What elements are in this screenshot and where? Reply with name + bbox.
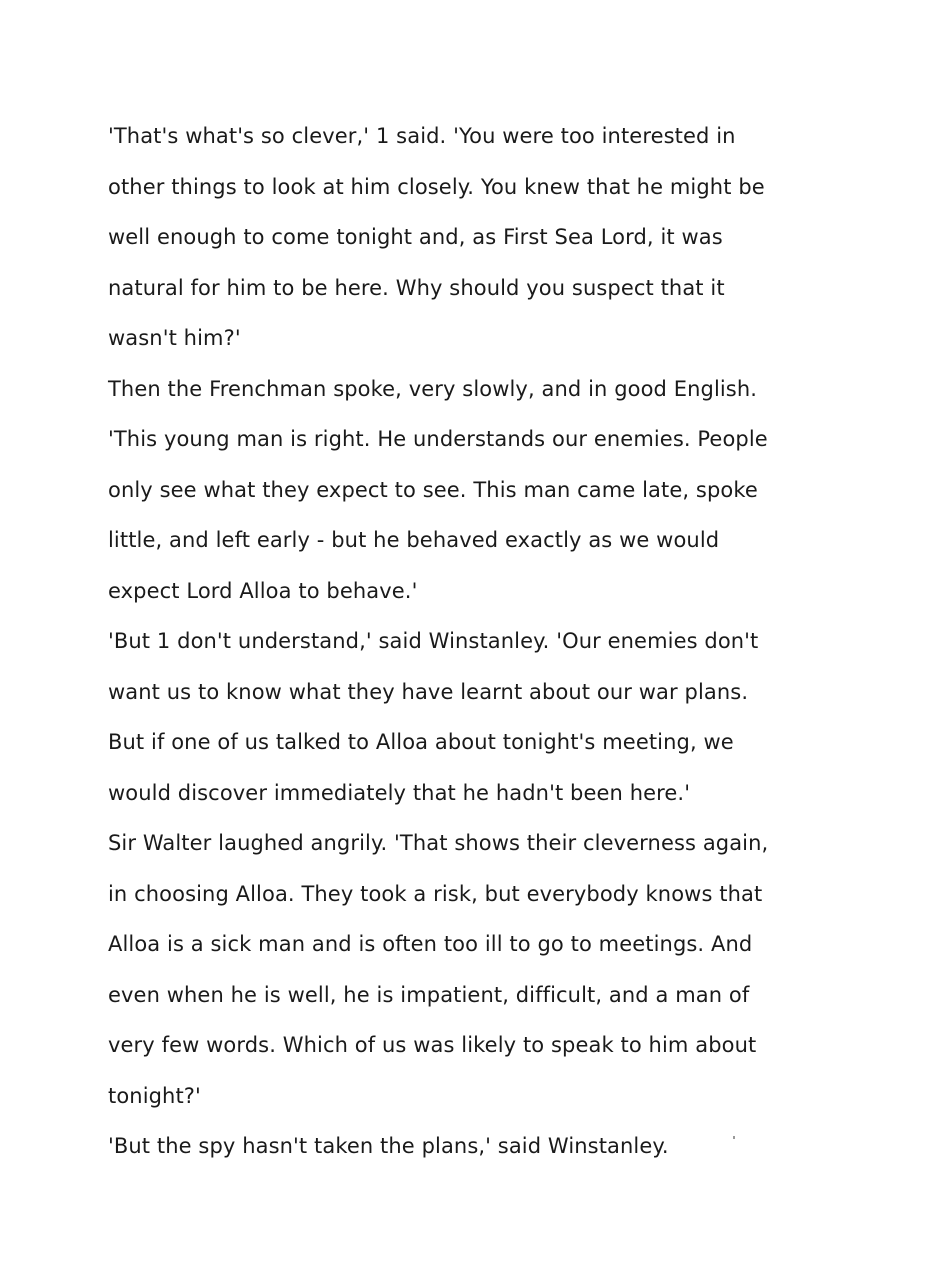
- text-line: Alloa is a sick man and is often too ill to go to meetings. And: [108, 932, 753, 956]
- text-line: But if one of us talked to Alloa about tonight's meeting, we: [108, 730, 734, 754]
- text-line: only see what they expect to see. This man came late, spoke: [108, 477, 758, 502]
- text-line: in choosing Alloa. They took a risk, but everybody knows that: [108, 881, 763, 906]
- text-line: 'This young man is right. He understands our enemies. People: [108, 427, 768, 451]
- text-line: wasn't him?': [108, 326, 241, 350]
- text-line: expect Lord Alloa to behave.': [108, 578, 418, 603]
- scan-speck: [733, 1136, 735, 1139]
- text-line: very few words. Which of us was likely to speak to him about: [108, 1033, 757, 1057]
- text-line: little, and left early - but he behaved exactly as we would: [108, 528, 720, 552]
- text-line: even when he is well, he is impatient, difficult, and a man of: [108, 982, 750, 1007]
- text-line: tonight?': [108, 1083, 201, 1108]
- text-line: natural for him to be here. Why should you suspect that it: [108, 275, 725, 300]
- text-line: 'That's what's so clever,' 1 said. 'You were too interested in: [108, 124, 736, 148]
- text-line: well enough to come tonight and, as First Sea Lord, it was: [108, 225, 723, 249]
- text-body: [108, 111, 908, 1172]
- text-line: Sir Walter laughed angrily. 'That shows their cleverness again,: [108, 831, 769, 855]
- text-line: would discover immediately that he hadn't been here.': [108, 780, 691, 805]
- text-line: 'But 1 don't understand,' said Winstanley. 'Our enemies don't: [108, 629, 759, 653]
- text-line: other things to look at him closely. You knew that he might be: [108, 174, 765, 199]
- text-line: 'But the spy hasn't taken the plans,' said Winstanley.: [108, 1134, 669, 1158]
- text-line: want us to know what they have learnt about our war plans.: [108, 679, 749, 704]
- text-line: Then the Frenchman spoke, very slowly, and in good English.: [108, 376, 758, 401]
